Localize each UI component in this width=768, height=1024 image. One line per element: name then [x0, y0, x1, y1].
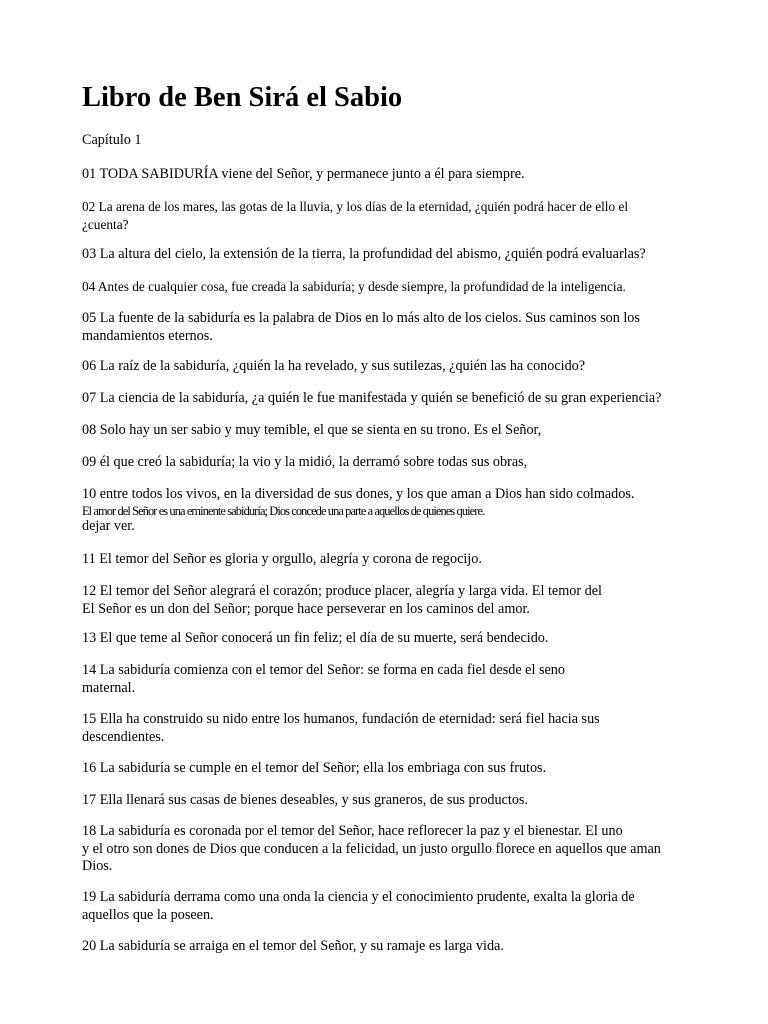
verse-line: dejar ver. [82, 517, 135, 534]
verse-line: 11 El temor del Señor es gloria y orgullo, alegría y corona de regocijo. [82, 551, 482, 567]
verse-12 [82, 583, 682, 618]
verse-line: 14 La sabiduría comienza con el temor del Señor: se forma en cada fiel desde el seno [82, 662, 565, 678]
verse-line: El Señor es un don del Señor; porque hace perseverar en los caminos del amor. [82, 600, 530, 617]
verse-line: y el otro son dones de Dios que conducen a la felicidad, un justo orgullo florece en aquellos que aman [82, 840, 661, 857]
verse-line-condensed: El amor del Señor es una eminente sabiduría; Dios concede una parte a aquellos de quienes quiere. [82, 503, 485, 518]
verse-line: aquellos que la poseen. [82, 906, 214, 923]
verse-line: 08 Solo hay un ser sabio y muy temible, el que se sienta en su trono. Es el Señor, [82, 422, 542, 438]
verse-19 [82, 889, 682, 924]
verse-16 [82, 760, 682, 778]
verse-line: descendientes. [82, 728, 165, 745]
verse-line: 10 entre todos los vivos, en la diversidad de sus dones, y los que aman a Dios han sido colmados. [82, 486, 635, 502]
verse-line: 05 La fuente de la sabiduría es la palabra de Dios en lo más alto de los cielos. Sus caminos son los [82, 310, 640, 326]
verse-line: 09 él que creó la sabiduría; la vio y la midió, la derramó sobre todas sus obras, [82, 454, 528, 470]
verse-01 [82, 166, 682, 184]
verse-line: 07 La ciencia de la sabiduría, ¿a quién le fue manifestada y quién se benefició de su gran experiencia? [82, 390, 662, 406]
verse-line: maternal. [82, 679, 136, 696]
verse-line: 17 Ella llenará sus casas de bienes deseables, y sus graneros, de sus productos. [82, 792, 528, 808]
verse-03 [82, 246, 682, 264]
verse-line: mandamientos eternos. [82, 327, 213, 344]
verse-line: 20 La sabiduría se arraiga en el temor del Señor, y su ramaje es larga vida. [82, 938, 504, 954]
verse-07 [82, 390, 682, 408]
verse-line: ¿cuenta? [82, 216, 129, 232]
page-title: Libro de Ben Sirá el Sabio [82, 82, 403, 113]
verse-04 [82, 278, 682, 296]
verse-line: 16 La sabiduría se cumple en el temor del Señor; ella los embriaga con sus frutos. [82, 760, 547, 776]
verse-line: 12 El temor del Señor alegrará el corazón; produce placer, alegría y larga vida. El temor del [82, 583, 602, 599]
verse-20 [82, 938, 682, 956]
verse-line: 03 La altura del cielo, la extensión de la tierra, la profundidad del abismo, ¿quién podrá evaluarlas? [82, 246, 646, 262]
chapter-heading: Capítulo 1 [82, 132, 142, 148]
verse-line: 04 Antes de cualquier cosa, fue creada la sabiduría; y desde siempre, la profundidad de la inteligencia. [82, 279, 626, 294]
verse-17 [82, 792, 682, 810]
verse-line: Dios. [82, 858, 113, 874]
verse-08 [82, 422, 682, 440]
verse-line: 06 La raíz de la sabiduría, ¿quién la ha revelado, y sus sutilezas, ¿quién las ha conocido? [82, 358, 586, 374]
verse-line: 15 Ella ha construido su nido entre los humanos, fundación de eternidad: será fiel hacia sus [82, 711, 600, 727]
verse-line: 18 La sabiduría es coronada por el temor del Señor, hace reflorecer la paz y el bienestar. El uno [82, 823, 623, 839]
verse-15 [82, 711, 682, 746]
verse-14 [82, 662, 682, 697]
verse-line: 02 La arena de los mares, las gotas de la lluvia, y los días de la eternidad, ¿quién podrá hacer de ello el [82, 199, 629, 214]
verse-18 [82, 823, 682, 876]
verse-05 [82, 310, 682, 345]
verse-line: 13 El que teme al Señor conocerá un fin feliz; el día de su muerte, será bendecido. [82, 630, 549, 646]
verse-13 [82, 630, 682, 648]
verse-10 [82, 486, 682, 535]
verse-11 [82, 551, 682, 569]
verse-02 [82, 198, 682, 233]
verse-line: 19 La sabiduría derrama como una onda la ciencia y el conocimiento prudente, exalta la gloria de [82, 889, 635, 905]
verse-line: 01 TODA SABIDURÍA viene del Señor, y permanece junto a él para siempre. [82, 166, 525, 182]
verse-09 [82, 454, 682, 472]
verse-06 [82, 358, 682, 376]
